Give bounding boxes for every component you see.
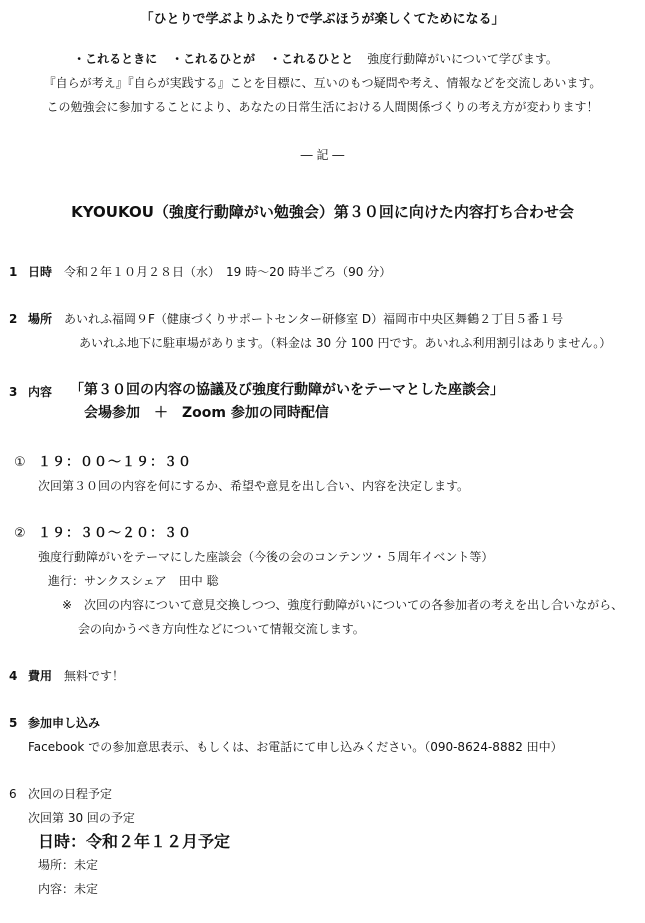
item-number: 1: [9, 265, 18, 279]
next-meeting-date: 日時：令和２年１２月予定: [38, 832, 231, 851]
item-label: 参加申し込み: [28, 716, 101, 730]
next-meeting-content: 内容：未定: [38, 882, 99, 896]
item-note: あいれふ地下に駐車場があります。（料金は 30 分 100 円です。あいれふ利用割引はありません。）: [79, 336, 612, 350]
item-label: 日時: [28, 265, 53, 279]
slogan: 「ひとりで学ぶよりふたりで学ぶほうが楽しくてためになる」: [140, 12, 505, 27]
item-text: 無料です！: [64, 669, 125, 683]
page-title: KYOUKOU（強度行動障がい勉強会）第３０回に向けた内容打ち合わせ会: [71, 203, 574, 221]
item-number: 2: [9, 312, 18, 326]
part1-mark: ①: [14, 455, 26, 470]
item-number: 4: [9, 669, 18, 683]
part2-note-line-1: ※ 次回の内容について意見交換しつつ、強度行動障がいについての各参加者の考えを出し合いながら、: [62, 598, 624, 612]
item-label: 次回の日程予定: [28, 787, 113, 801]
item-text: あいれふ福岡９F（健康づくりサポートセンター研修室 D）福岡市中央区舞鶴２丁目５番１号: [64, 312, 564, 326]
intro-line-3: この勉強会に参加することにより、あなたの日常生活における人間関係づくりの考え方が変わります！: [46, 100, 599, 114]
intro-line-1-rest: 強度行動障がいについて学びます。: [367, 52, 558, 66]
item-number: 3: [9, 385, 18, 399]
item-number: 5: [9, 716, 18, 730]
part2-note-line-2: 会の向かうべき方向性などについて情報交流します。: [78, 622, 365, 636]
item-text: 令和２年１０月２８日（水） 19 時～20 時半ごろ（90 分）: [64, 265, 392, 279]
part2-mark: ②: [14, 526, 26, 541]
part1-time: １９：００～１９：３０: [38, 455, 193, 470]
item-label: 内容: [28, 385, 53, 399]
next-meeting-place: 場所：未定: [38, 858, 99, 872]
item-label: 場所: [28, 312, 53, 326]
intro-part-2: ・これるひとが: [171, 52, 256, 66]
ki-divider: ― 記 ―: [300, 148, 345, 162]
part2-time: １９：３０～２０：３０: [38, 526, 193, 541]
intro-part-3: ・これるひとと: [269, 52, 354, 66]
content-heading: 「第３０回の内容の協議及び強度行動障がいをテーマとした座談会」: [70, 382, 504, 398]
intro-part-1: ・これるときに: [73, 52, 158, 66]
item-number: 6: [9, 787, 17, 801]
item-text: Facebook での参加意思表示、もしくは、お電話にて申し込みください。（090-8624-8882 田中）: [28, 740, 563, 754]
part2-moderator: 進行：サンクスシェア 田中 聡: [48, 574, 219, 588]
content-subheading: 会場参加 ＋ Zoom 参加の同時配信: [84, 405, 329, 421]
next-meeting-label: 次回第 30 回の予定: [28, 811, 135, 825]
item-label: 費用: [28, 669, 53, 683]
intro-line-1: [0, 52, 645, 66]
part2-desc: 強度行動障がいをテーマにした座談会（今後の会のコンテンツ・５周年イベント等）: [38, 550, 494, 564]
part1-desc: 次回第３０回の内容を何にするか、希望や意見を出し合い、内容を決定します。: [38, 479, 470, 493]
intro-line-2: 『自らが考え』『自らが実践する』ことを目標に、互いのもつ疑問や考え、情報などを交流しあいます。: [43, 76, 602, 90]
